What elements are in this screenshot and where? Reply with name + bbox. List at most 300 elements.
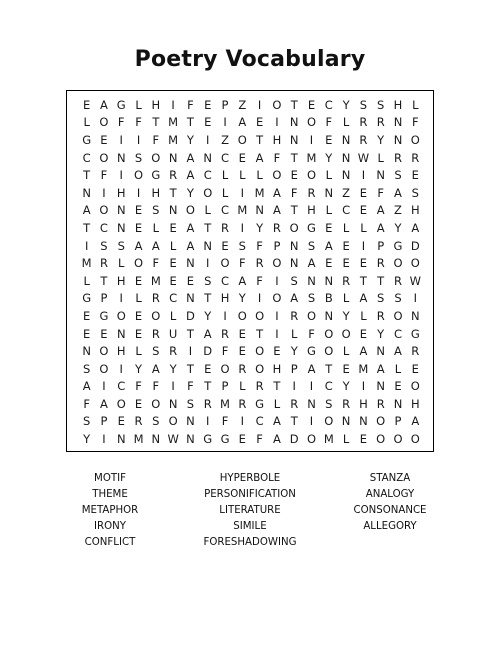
- grid-letter: N: [151, 432, 161, 447]
- grid-letter: F: [152, 379, 160, 394]
- grid-letter: I: [102, 379, 106, 394]
- grid-letter: L: [239, 379, 246, 394]
- grid-letter: N: [203, 150, 213, 165]
- grid-letter: O: [255, 308, 265, 323]
- grid-letter: M: [323, 432, 334, 447]
- grid-letter: A: [411, 220, 420, 235]
- grid-letter: R: [238, 396, 247, 411]
- grid-letter: R: [221, 220, 230, 235]
- grid-letter: F: [221, 344, 229, 359]
- grid-letter: E: [134, 326, 143, 341]
- grid-letter: R: [203, 396, 212, 411]
- grid-letter: G: [255, 396, 265, 411]
- grid-letter: A: [376, 203, 385, 218]
- grid-letter: N: [376, 344, 385, 359]
- grid-letter: E: [134, 273, 143, 288]
- grid-letter: G: [410, 326, 420, 341]
- grid-letter: S: [152, 414, 160, 429]
- grid-letter: O: [255, 344, 265, 359]
- grid-letter: T: [290, 203, 298, 218]
- word-list-item: LITERATURE: [219, 505, 281, 516]
- grid-letter: A: [411, 414, 420, 429]
- grid-letter: I: [309, 132, 314, 147]
- grid-letter: R: [393, 150, 402, 165]
- grid-letter: H: [116, 344, 126, 359]
- grid-letter: A: [100, 97, 108, 112]
- grid-letter: O: [116, 308, 126, 323]
- grid-letter: N: [186, 291, 195, 306]
- grid-letter: Y: [169, 361, 177, 376]
- grid-letter: L: [273, 396, 281, 411]
- grid-letter: D: [186, 308, 195, 323]
- grid-letter: H: [116, 185, 126, 200]
- grid-letter: R: [221, 326, 230, 341]
- grid-letter: I: [361, 238, 366, 253]
- grid-letter: C: [324, 379, 333, 394]
- grid-letter: H: [307, 203, 316, 218]
- grid-letter: U: [168, 326, 178, 341]
- grid-letter: C: [221, 150, 230, 165]
- grid-letter: O: [203, 185, 213, 200]
- grid-letter: S: [134, 150, 143, 165]
- grid-letter: E: [238, 432, 246, 447]
- grid-letter: O: [341, 326, 351, 341]
- grid-letter: N: [116, 220, 126, 235]
- grid-letter: I: [171, 379, 175, 394]
- grid-letter: A: [376, 361, 385, 376]
- grid-letter: Y: [394, 220, 402, 235]
- grid-letter: N: [116, 150, 126, 165]
- grid-letter: O: [151, 396, 161, 411]
- grid-letter: L: [342, 115, 350, 130]
- grid-letter: N: [341, 150, 351, 165]
- grid-letter: P: [100, 291, 108, 306]
- grid-letter: R: [99, 256, 108, 271]
- grid-letter: A: [238, 273, 247, 288]
- grid-letter: S: [204, 273, 212, 288]
- grid-letter: P: [394, 414, 402, 429]
- grid-letter: Y: [342, 97, 350, 112]
- grid-letter: W: [409, 273, 421, 288]
- grid-letter: L: [360, 220, 367, 235]
- grid-letter: D: [289, 432, 299, 447]
- grid-letter: R: [255, 256, 264, 271]
- page-title: Poetry Vocabulary: [134, 47, 366, 72]
- grid-letter: P: [273, 238, 281, 253]
- grid-letter: O: [99, 361, 109, 376]
- grid-letter: I: [275, 326, 279, 341]
- grid-letter: L: [83, 273, 90, 288]
- grid-letter: N: [341, 414, 351, 429]
- grid-letter: H: [410, 203, 420, 218]
- grid-letter: E: [238, 150, 246, 165]
- grid-letter: N: [186, 432, 195, 447]
- grid-letter: N: [116, 203, 126, 218]
- grid-letter: N: [393, 115, 403, 130]
- grid-letter: R: [238, 361, 247, 376]
- grid-letter: Y: [325, 150, 333, 165]
- grid-letter: H: [151, 185, 161, 200]
- grid-letter: F: [411, 115, 419, 130]
- grid-letter: D: [410, 238, 420, 253]
- grid-letter: C: [99, 220, 108, 235]
- grid-letter: L: [204, 203, 211, 218]
- grid-letter: O: [289, 220, 299, 235]
- grid-letter: E: [204, 97, 212, 112]
- grid-letter: R: [359, 132, 368, 147]
- grid-letter: I: [240, 414, 245, 429]
- grid-letter: T: [204, 220, 212, 235]
- grid-letter: E: [186, 273, 195, 288]
- grid-letter: E: [342, 238, 350, 253]
- grid-letter: O: [324, 414, 334, 429]
- grid-letter: A: [186, 168, 195, 183]
- grid-letter: O: [99, 115, 109, 130]
- grid-letter: F: [273, 150, 281, 165]
- grid-letter: R: [272, 220, 281, 235]
- grid-letter: T: [377, 273, 385, 288]
- grid-letter: T: [169, 185, 177, 200]
- grid-letter: H: [220, 291, 230, 306]
- grid-letter: I: [188, 344, 193, 359]
- grid-letter: O: [134, 168, 144, 183]
- grid-letter: O: [306, 308, 317, 323]
- grid-letter: A: [272, 185, 281, 200]
- grid-letter: A: [203, 326, 212, 341]
- grid-letter: O: [410, 432, 420, 447]
- grid-letter: L: [135, 291, 142, 306]
- grid-letter: C: [221, 203, 230, 218]
- word-list: [45, 472, 455, 550]
- grid-letter: O: [272, 97, 282, 112]
- grid-letter: L: [83, 115, 90, 130]
- grid-letter: O: [324, 326, 334, 341]
- grid-letter: R: [290, 308, 299, 323]
- grid-letter: A: [255, 150, 264, 165]
- grid-letter: I: [361, 379, 366, 394]
- grid-letter: F: [377, 185, 384, 200]
- grid-letter: R: [307, 185, 316, 200]
- grid-letter: H: [393, 97, 403, 112]
- grid-letter: S: [394, 291, 402, 306]
- grid-letter: Y: [135, 361, 143, 376]
- grid-letter: F: [256, 432, 263, 447]
- grid-letter: T: [359, 273, 367, 288]
- grid-letter: C: [221, 273, 230, 288]
- grid-letter: O: [272, 291, 282, 306]
- grid-letter: L: [221, 185, 229, 200]
- grid-letter: N: [307, 273, 316, 288]
- grid-letter: O: [220, 361, 230, 376]
- grid-letter: I: [119, 132, 123, 147]
- word-list-item: CONFLICT: [84, 537, 136, 548]
- grid-letter: G: [82, 291, 92, 306]
- grid-letter: R: [359, 115, 368, 130]
- grid-letter: O: [116, 396, 126, 411]
- grid-letter: R: [376, 115, 385, 130]
- grid-letter: L: [135, 344, 142, 359]
- grid-letter: G: [307, 344, 316, 359]
- grid-letter: M: [150, 273, 161, 288]
- grid-letter: L: [342, 220, 350, 235]
- grid-letter: E: [342, 361, 350, 376]
- grid-letter: S: [394, 168, 402, 183]
- letter-grid: [78, 96, 424, 448]
- grid-letter: T: [186, 361, 194, 376]
- grid-letter: G: [220, 432, 230, 447]
- grid-letter: F: [308, 326, 315, 341]
- grid-letter: T: [290, 414, 298, 429]
- grid-letter: L: [342, 432, 350, 447]
- grid-letter: O: [272, 168, 282, 183]
- grid-letter: T: [256, 326, 264, 341]
- grid-letter: Z: [221, 132, 229, 147]
- grid-letter: C: [324, 97, 333, 112]
- grid-letter: W: [167, 432, 179, 447]
- word-list-item: THEME: [92, 489, 128, 500]
- grid-letter: E: [411, 361, 419, 376]
- grid-letter: O: [272, 256, 282, 271]
- grid-letter: F: [256, 238, 263, 253]
- grid-letter: C: [82, 150, 91, 165]
- word-list-item: MOTIF: [94, 473, 126, 484]
- grid-letter: F: [83, 396, 90, 411]
- grid-letter: E: [359, 203, 368, 218]
- grid-letter: H: [410, 396, 420, 411]
- grid-letter: Z: [394, 203, 402, 218]
- grid-letter: N: [116, 326, 126, 341]
- grid-letter: A: [272, 432, 281, 447]
- grid-letter: T: [186, 326, 194, 341]
- grid-letter: O: [306, 432, 317, 447]
- grid-letter: R: [255, 379, 264, 394]
- grid-letter: E: [342, 256, 350, 271]
- grid-letter: O: [168, 414, 178, 429]
- grid-letter: E: [255, 115, 264, 130]
- grid-letter: T: [256, 132, 264, 147]
- grid-letter: A: [290, 291, 299, 306]
- grid-letter: E: [100, 326, 108, 341]
- grid-letter: Y: [342, 308, 350, 323]
- grid-letter: Z: [238, 97, 247, 112]
- grid-letter: O: [393, 308, 403, 323]
- grid-letter: O: [393, 256, 403, 271]
- grid-letter: Y: [186, 132, 194, 147]
- grid-letter: P: [221, 379, 229, 394]
- grid-letter: R: [342, 273, 351, 288]
- word-list-item: HYPERBOLE: [219, 473, 281, 484]
- grid-letter: L: [394, 361, 402, 376]
- word-search-grid: [66, 90, 434, 452]
- grid-letter: I: [361, 168, 366, 183]
- grid-letter: A: [272, 414, 281, 429]
- grid-letter: M: [220, 396, 230, 411]
- grid-letter: F: [135, 379, 142, 394]
- grid-letter: C: [393, 326, 402, 341]
- grid-letter: T: [325, 361, 333, 376]
- grid-letter: L: [169, 308, 177, 323]
- grid-letter: N: [324, 185, 334, 200]
- grid-letter: O: [151, 308, 161, 323]
- grid-letter: I: [292, 379, 296, 394]
- grid-letter: F: [152, 256, 160, 271]
- grid-letter: E: [307, 97, 316, 112]
- grid-letter: N: [168, 396, 178, 411]
- grid-letter: I: [257, 291, 262, 306]
- grid-letter: O: [376, 414, 386, 429]
- grid-letter: O: [393, 432, 403, 447]
- grid-letter: Y: [290, 344, 298, 359]
- grid-letter: I: [275, 115, 279, 130]
- grid-letter: E: [204, 115, 212, 130]
- grid-letter: I: [206, 256, 210, 271]
- grid-letter: O: [306, 168, 317, 183]
- grid-letter: F: [221, 414, 229, 429]
- grid-letter: L: [152, 220, 160, 235]
- grid-letter: C: [203, 168, 212, 183]
- grid-letter: A: [272, 203, 281, 218]
- grid-letter: S: [290, 273, 298, 288]
- grid-letter: A: [151, 361, 160, 376]
- grid-letter: T: [83, 220, 91, 235]
- grid-letter: E: [394, 379, 402, 394]
- grid-letter: A: [394, 185, 402, 200]
- grid-letter: N: [289, 132, 299, 147]
- word-list-item: CONSONANCE: [353, 505, 427, 516]
- grid-letter: S: [325, 396, 333, 411]
- grid-letter: E: [238, 344, 246, 359]
- grid-letter: E: [273, 344, 281, 359]
- word-list-item: PERSONIFICATION: [204, 489, 296, 500]
- grid-letter: Y: [377, 132, 385, 147]
- grid-letter: O: [99, 344, 109, 359]
- grid-letter: L: [360, 308, 367, 323]
- grid-letter: M: [237, 203, 248, 218]
- grid-letter: Y: [186, 185, 194, 200]
- grid-letter: S: [377, 97, 385, 112]
- grid-letter: I: [240, 220, 245, 235]
- grid-letter: M: [358, 361, 369, 376]
- grid-letter: L: [256, 168, 263, 183]
- grid-letter: L: [377, 150, 384, 165]
- grid-letter: P: [100, 414, 108, 429]
- grid-letter: E: [134, 220, 143, 235]
- grid-letter: S: [377, 291, 385, 306]
- grid-letter: S: [307, 238, 316, 253]
- grid-letter: M: [254, 185, 265, 200]
- grid-letter: N: [82, 185, 91, 200]
- word-list-item: METAPHOR: [81, 505, 139, 516]
- grid-letter: I: [257, 97, 262, 112]
- grid-letter: A: [82, 203, 91, 218]
- grid-letter: O: [306, 115, 317, 130]
- grid-letter: I: [413, 291, 417, 306]
- grid-letter: E: [134, 308, 143, 323]
- grid-letter: E: [83, 326, 91, 341]
- grid-letter: M: [168, 132, 179, 147]
- grid-letter: F: [152, 132, 160, 147]
- grid-letter: P: [290, 361, 298, 376]
- grid-letter: F: [135, 115, 142, 130]
- grid-letter: N: [168, 150, 178, 165]
- grid-letter: R: [169, 344, 178, 359]
- grid-letter: I: [275, 273, 279, 288]
- grid-letter: L: [412, 97, 419, 112]
- grid-letter: N: [393, 396, 403, 411]
- grid-letter: Z: [342, 185, 351, 200]
- grid-letter: N: [359, 414, 368, 429]
- grid-letter: C: [169, 291, 178, 306]
- grid-letter: L: [291, 326, 298, 341]
- grid-letter: N: [168, 203, 178, 218]
- grid-letter: I: [223, 308, 227, 323]
- grid-letter: M: [168, 115, 179, 130]
- grid-letter: N: [376, 379, 385, 394]
- grid-letter: S: [238, 238, 246, 253]
- grid-letter: N: [324, 308, 334, 323]
- grid-letter: A: [359, 344, 368, 359]
- grid-letter: F: [256, 273, 263, 288]
- grid-letter: E: [325, 220, 333, 235]
- grid-letter: E: [359, 256, 368, 271]
- grid-letter: R: [342, 396, 351, 411]
- grid-letter: C: [117, 379, 126, 394]
- grid-letter: I: [309, 379, 314, 394]
- grid-letter: R: [290, 396, 299, 411]
- grid-letter: Y: [83, 432, 91, 447]
- grid-letter: L: [239, 168, 246, 183]
- grid-letter: G: [151, 168, 161, 183]
- grid-letter: S: [152, 344, 160, 359]
- grid-letter: A: [134, 238, 143, 253]
- grid-letter: H: [151, 97, 161, 112]
- grid-letter: E: [238, 326, 246, 341]
- grid-letter: C: [342, 203, 351, 218]
- grid-letter: N: [376, 168, 385, 183]
- grid-letter: E: [325, 256, 333, 271]
- grid-letter: E: [359, 432, 368, 447]
- grid-letter: I: [240, 185, 245, 200]
- grid-letter: F: [290, 185, 298, 200]
- word-list-item: FORESHADOWING: [203, 537, 297, 548]
- grid-letter: T: [204, 291, 212, 306]
- grid-letter: O: [255, 361, 265, 376]
- grid-letter: T: [204, 379, 212, 394]
- grid-letter: N: [341, 132, 351, 147]
- grid-letter: S: [411, 185, 419, 200]
- grid-letter: A: [238, 115, 247, 130]
- grid-letter: O: [376, 432, 386, 447]
- grid-letter: E: [134, 203, 143, 218]
- grid-letter: L: [342, 291, 350, 306]
- grid-letter: N: [82, 344, 91, 359]
- grid-letter: T: [83, 168, 91, 183]
- grid-letter: A: [307, 256, 316, 271]
- grid-letter: G: [82, 132, 92, 147]
- grid-letter: I: [275, 308, 279, 323]
- word-list-item: [325, 536, 455, 550]
- grid-letter: F: [325, 115, 333, 130]
- grid-letter: E: [169, 273, 177, 288]
- grid-letter: N: [186, 256, 195, 271]
- grid-letter: G: [393, 238, 403, 253]
- grid-letter: N: [393, 132, 403, 147]
- grid-letter: I: [119, 168, 123, 183]
- grid-letter: M: [133, 432, 144, 447]
- grid-letter: G: [99, 308, 109, 323]
- grid-letter: A: [376, 220, 385, 235]
- grid-letter: G: [307, 220, 316, 235]
